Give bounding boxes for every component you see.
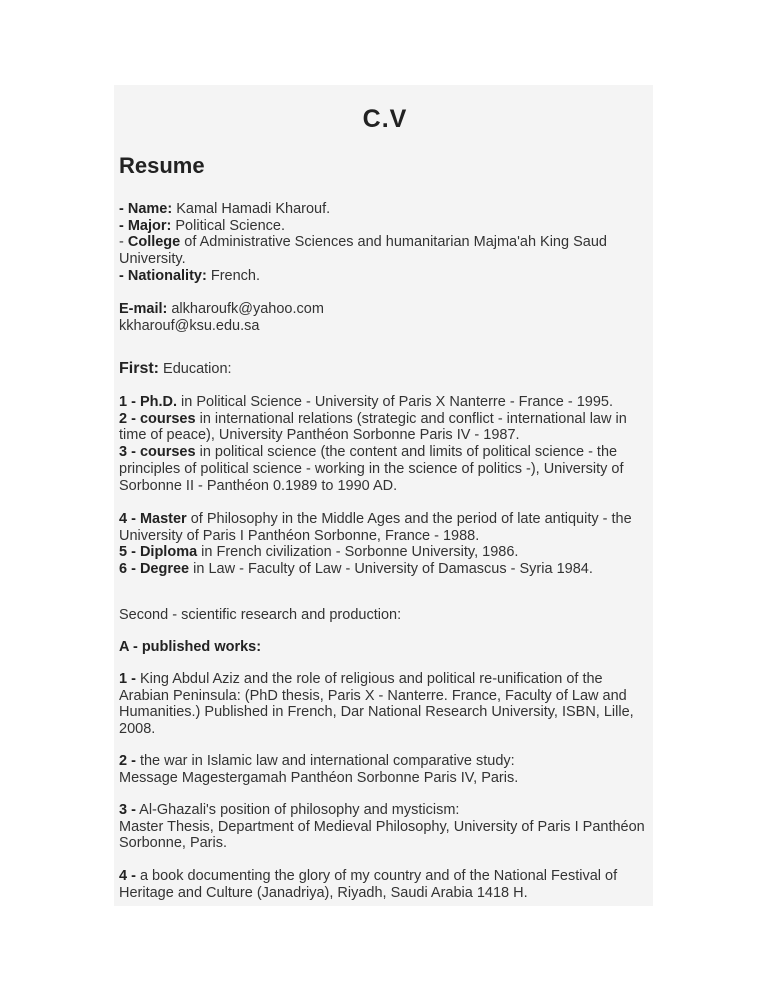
major-line: [119, 218, 651, 235]
personal-info: [119, 201, 651, 285]
resume-heading: Resume: [119, 153, 205, 178]
published-works-heading: [119, 639, 651, 656]
work-text: Al-Ghazali's position of philosophy and mysticism:: [135, 802, 460, 818]
work-item: [119, 802, 651, 852]
email-label: E-mail:: [119, 301, 168, 317]
name-label: - Name:: [119, 201, 173, 217]
item-label: 6 - Degree: [119, 561, 190, 578]
work-text: a book documenting the glory of my country and of the National Festival of Heritage and Culture (Janadriya), Riyadh, Saudi Arabia 1418 H.: [119, 868, 618, 901]
work-number: 3 -: [119, 802, 136, 818]
work-text: King Abdul Aziz and the role of religious and political re-unification of the Arabian Peninsula: (PhD thesis, Paris X - Nanterre. France, Faculty of Law and Humanities.) Published in French, Dar National Research University, ISBN, Lille, 2008.: [119, 671, 634, 738]
item-text: in French civilization - Sorbonne University, 1986.: [197, 544, 519, 561]
work-number: 4 -: [119, 868, 136, 884]
education-item: [119, 394, 651, 411]
education-label: First:: [119, 360, 159, 377]
work-item: [119, 753, 651, 786]
name-line: [119, 201, 651, 218]
work-text: Master Thesis, Department of Medieval Philosophy, University of Paris I Panthéon Sorbonne, Paris.: [119, 818, 645, 852]
college-value: of Administrative Sciences and humanitarian Majma'ah King Saud University.: [119, 234, 607, 268]
item-text: in Political Science - University of Paris X Nanterre - France - 1995.: [177, 394, 613, 410]
college-line: [119, 234, 651, 267]
item-text: in international relations (strategic and conflict - international law in time of peace), University Panthéon Sorbonne Paris IV - 1987.: [119, 410, 627, 444]
work-text: Message Magestergamah Panthéon Sorbonne Paris IV, Paris.: [119, 769, 519, 786]
education-list-a: [119, 394, 651, 494]
education-heading: [119, 361, 651, 378]
item-text: of Philosophy in the Middle Ages and the period of late antiquity - the University of Paris I Panthéon Sorbonne, France - 1988.: [119, 511, 632, 544]
email-secondary: kkharouf@ksu.edu.sa: [119, 317, 260, 334]
name-value: Kamal Hamadi Kharouf.: [172, 201, 331, 217]
college-prefix: -: [119, 234, 128, 251]
education-item: [119, 444, 651, 494]
education-title: Education:: [159, 361, 232, 377]
item-label: 1 - Ph.D.: [119, 394, 178, 410]
major-label: - Major:: [119, 217, 172, 234]
nationality-line: [119, 268, 651, 285]
document-title: C.V: [362, 105, 408, 133]
work-item: [119, 671, 651, 738]
item-text: in Law - Faculty of Law - University of Damascus - Syria 1984.: [189, 561, 593, 578]
item-label: 2 - courses: [119, 410, 196, 427]
education-item: [119, 544, 651, 561]
work-item: [119, 868, 651, 901]
email-block: [119, 301, 651, 334]
research-heading: Second - scientific research and production:: [119, 607, 402, 623]
education-list-b: [119, 511, 651, 578]
education-item: [119, 511, 651, 544]
item-text: in political science (the content and limits of political science - the principles of political science - working in the science of politics -), University of Sorbonne II - Panthéon 0.1989 to 1990 AD.: [119, 444, 624, 494]
work-number: 1 -: [119, 671, 136, 687]
education-item: [119, 411, 651, 444]
nationality-value: French.: [206, 267, 260, 284]
major-value: Political Science.: [171, 217, 285, 234]
cv-page: [114, 85, 653, 906]
nationality-label: - Nationality:: [119, 267, 207, 284]
email-primary: alkharoufk@yahoo.com: [167, 301, 324, 317]
college-label: College: [127, 234, 181, 251]
item-label: 3 - courses: [119, 444, 196, 461]
education-item: [119, 561, 651, 578]
work-text: the war in Islamic law and international comparative study:: [135, 753, 515, 769]
published-works-label: A - published works:: [119, 639, 262, 655]
item-label: 5 - Diploma: [119, 544, 198, 561]
item-label: 4 - Master: [119, 511, 187, 527]
work-number: 2 -: [119, 753, 136, 769]
